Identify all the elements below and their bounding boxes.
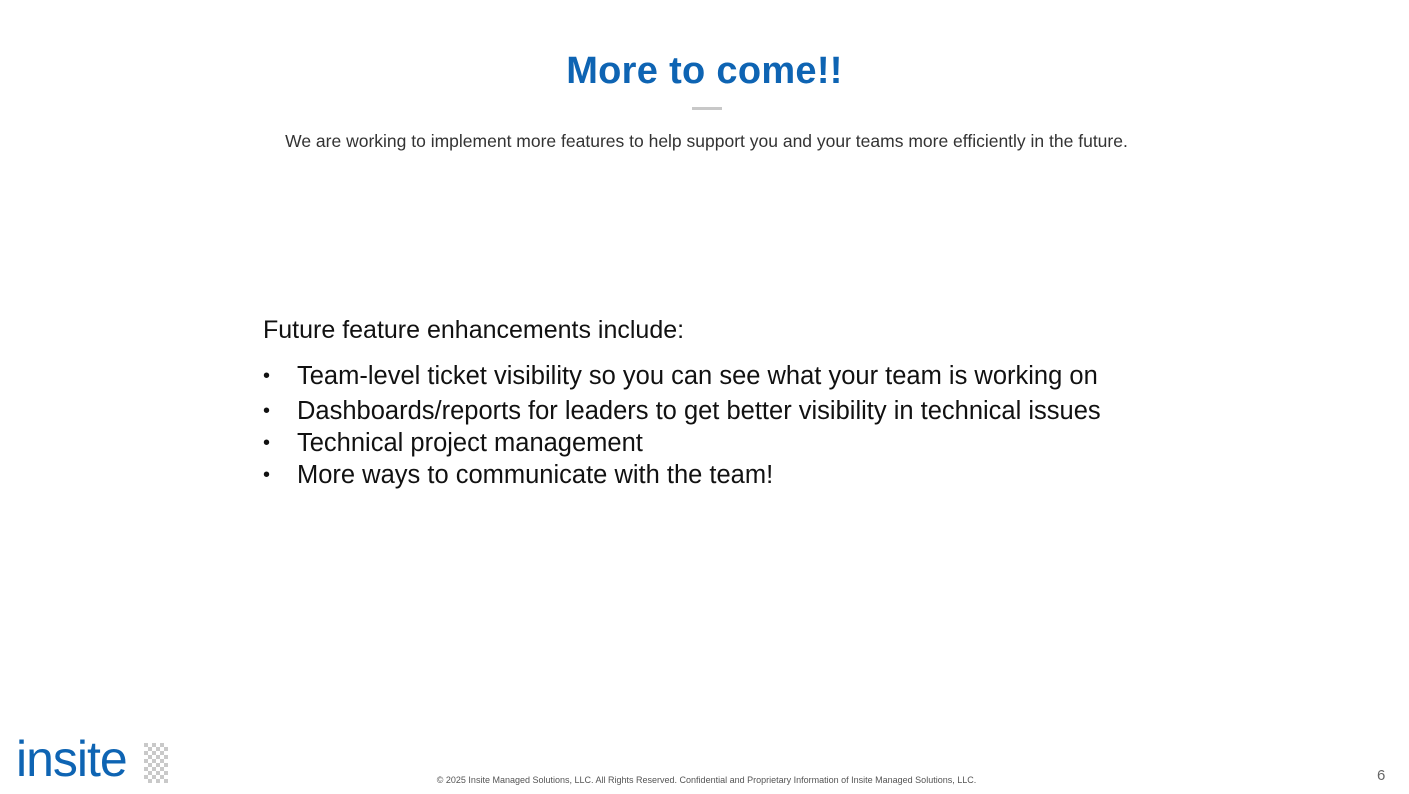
feature-list (263, 360, 1101, 491)
bullet-icon: • (263, 464, 271, 486)
page-number: 6 (1377, 767, 1386, 784)
features-heading: Future feature enhancements include: (263, 316, 685, 344)
title-underline (692, 107, 722, 110)
feature-text: Team-level ticket visibility so you can see what your team is working on (297, 362, 1098, 390)
slide-title: More to come!! (566, 50, 843, 92)
feature-item (263, 395, 1101, 427)
feature-item (263, 360, 1101, 392)
feature-item (263, 459, 1101, 491)
logo-wordmark: insite (16, 731, 127, 787)
feature-item (263, 427, 1101, 459)
bullet-icon: • (263, 432, 271, 454)
slide-subtitle: We are working to implement more features to help support you and your teams more efficiently in the future. (285, 131, 1128, 151)
feature-text: Technical project management (297, 429, 643, 457)
feature-text: More ways to communicate with the team! (297, 461, 774, 489)
bullet-icon: • (263, 400, 271, 422)
bullet-icon: • (263, 365, 271, 387)
feature-text: Dashboards/reports for leaders to get better visibility in technical issues (297, 397, 1101, 425)
copyright-footer: © 2025 Insite Managed Solutions, LLC. All Rights Reserved. Confidential and Proprietary Information of Insite Managed Solutions, LLC. (436, 775, 977, 785)
